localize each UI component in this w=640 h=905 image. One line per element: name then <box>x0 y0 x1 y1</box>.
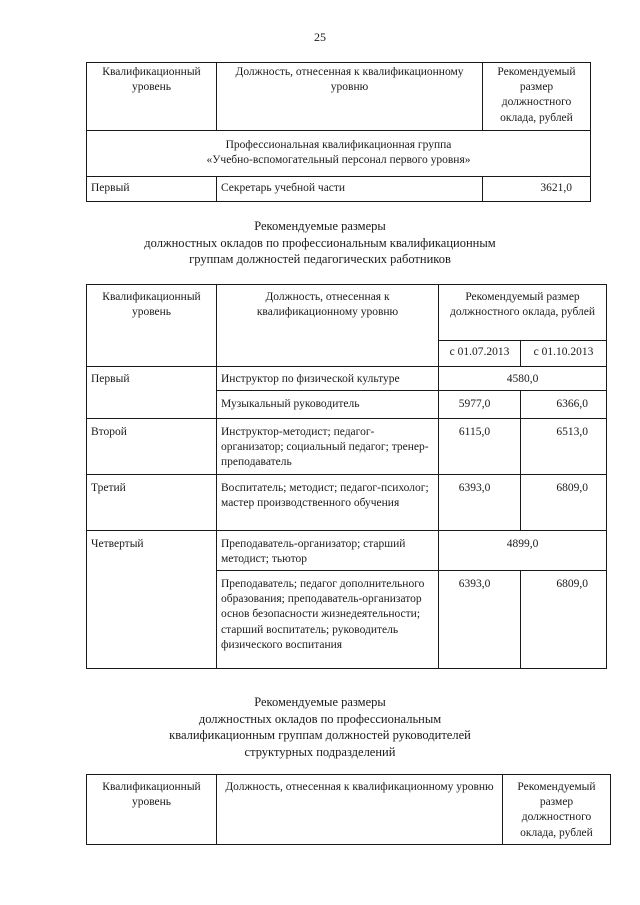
table-row <box>87 367 607 391</box>
table2-header-date1: с 01.07.2013 <box>439 341 521 367</box>
table2-header-level: Квалификационный уровень <box>87 285 217 367</box>
table1-row-position: Секретарь учебной части <box>217 177 483 202</box>
table1-group-header <box>87 131 591 177</box>
heading-pedagogical-workers <box>0 218 640 268</box>
table3-header-salary: Рекомендуемый размер должностного оклада, рублей <box>503 775 611 845</box>
table2-header-date2: с 01.10.2013 <box>521 341 607 367</box>
table2-row-level: Третий <box>87 475 217 531</box>
heading3-line: квалификационным группам должностей руководителей <box>169 728 471 742</box>
table2-row-value2: 6809,0 <box>521 571 607 669</box>
heading2-line: должностных окладов по профессиональным квалификационным <box>144 235 496 250</box>
table2-row-value2: 6809,0 <box>521 475 607 531</box>
table3-header-position: Должность, отнесенная к квалификационному уровню <box>217 775 503 845</box>
table-row <box>87 419 607 475</box>
page-number: 25 <box>314 30 326 44</box>
heading3-line: Рекомендуемые размеры <box>254 695 386 709</box>
heading2-line: группам должностей педагогических работников <box>189 252 451 266</box>
table2-row-merged-value: 4580,0 <box>439 367 607 391</box>
table2-row-position: Инструктор по физической культуре <box>217 367 439 391</box>
table2-row-value2: 6513,0 <box>521 419 607 475</box>
table2-row-position: Преподаватель; педагог дополнительного образования; преподаватель-организатор основ безопасности жизнедеятельности; старший воспитатель; руководитель физического воспитания <box>217 571 439 669</box>
table3-header-level: Квалификационный уровень <box>87 775 217 845</box>
table2-row-value2: 6366,0 <box>521 391 607 419</box>
table1-header-level: Квалификационный уровень <box>87 63 217 131</box>
table1-group-title: Профессиональная квалификационная группа <box>225 139 452 151</box>
table2-row-position: Воспитатель; методист; педагог-психолог; мастер производственного обучения <box>217 475 439 531</box>
table2-row-level: Первый <box>87 367 217 419</box>
heading2-line: Рекомендуемые размеры <box>254 219 386 233</box>
table1-row-level: Первый <box>87 177 217 202</box>
table-row <box>87 177 591 202</box>
table1-row-salary: 3621,0 <box>483 177 591 202</box>
table2-row-level: Второй <box>87 419 217 475</box>
table-3 <box>86 774 611 845</box>
table2-row-value1: 6393,0 <box>439 571 521 669</box>
table2-row-level: Четвертый <box>87 531 217 669</box>
table-1 <box>86 62 591 202</box>
table2-row-value1: 5977,0 <box>439 391 521 419</box>
table2-row-position: Инструктор-методист; педагог-организатор; социальный педагог; тренер-преподаватель <box>217 419 439 475</box>
table2-row-position: Преподаватель-организатор; старший методист; тьютор <box>217 531 439 571</box>
table-2 <box>86 284 607 669</box>
table2-row-merged-value: 4899,0 <box>439 531 607 571</box>
table2-row-position: Музыкальный руководитель <box>217 391 439 419</box>
heading3-line: структурных подразделений <box>244 744 396 759</box>
table2-row-value1: 6393,0 <box>439 475 521 531</box>
table-row <box>87 475 607 531</box>
table2-header-position: Должность, отнесенная к квалификационному уровню <box>217 285 439 367</box>
table1-header-salary: Рекомендуемый размер должностного оклада, рублей <box>483 63 591 131</box>
heading-structural-units <box>0 694 640 760</box>
table2-header-salary: Рекомендуемый размер должностного оклада, рублей <box>439 285 607 341</box>
table2-row-value1: 6115,0 <box>439 419 521 475</box>
table1-header-position: Должность, отнесенная к квалификационному уровню <box>217 63 483 131</box>
heading3-line: должностных окладов по профессиональным <box>198 711 442 726</box>
table-row <box>87 531 607 571</box>
table1-group-name: «Учебно-вспомогательный персонал первого уровня» <box>206 154 471 167</box>
